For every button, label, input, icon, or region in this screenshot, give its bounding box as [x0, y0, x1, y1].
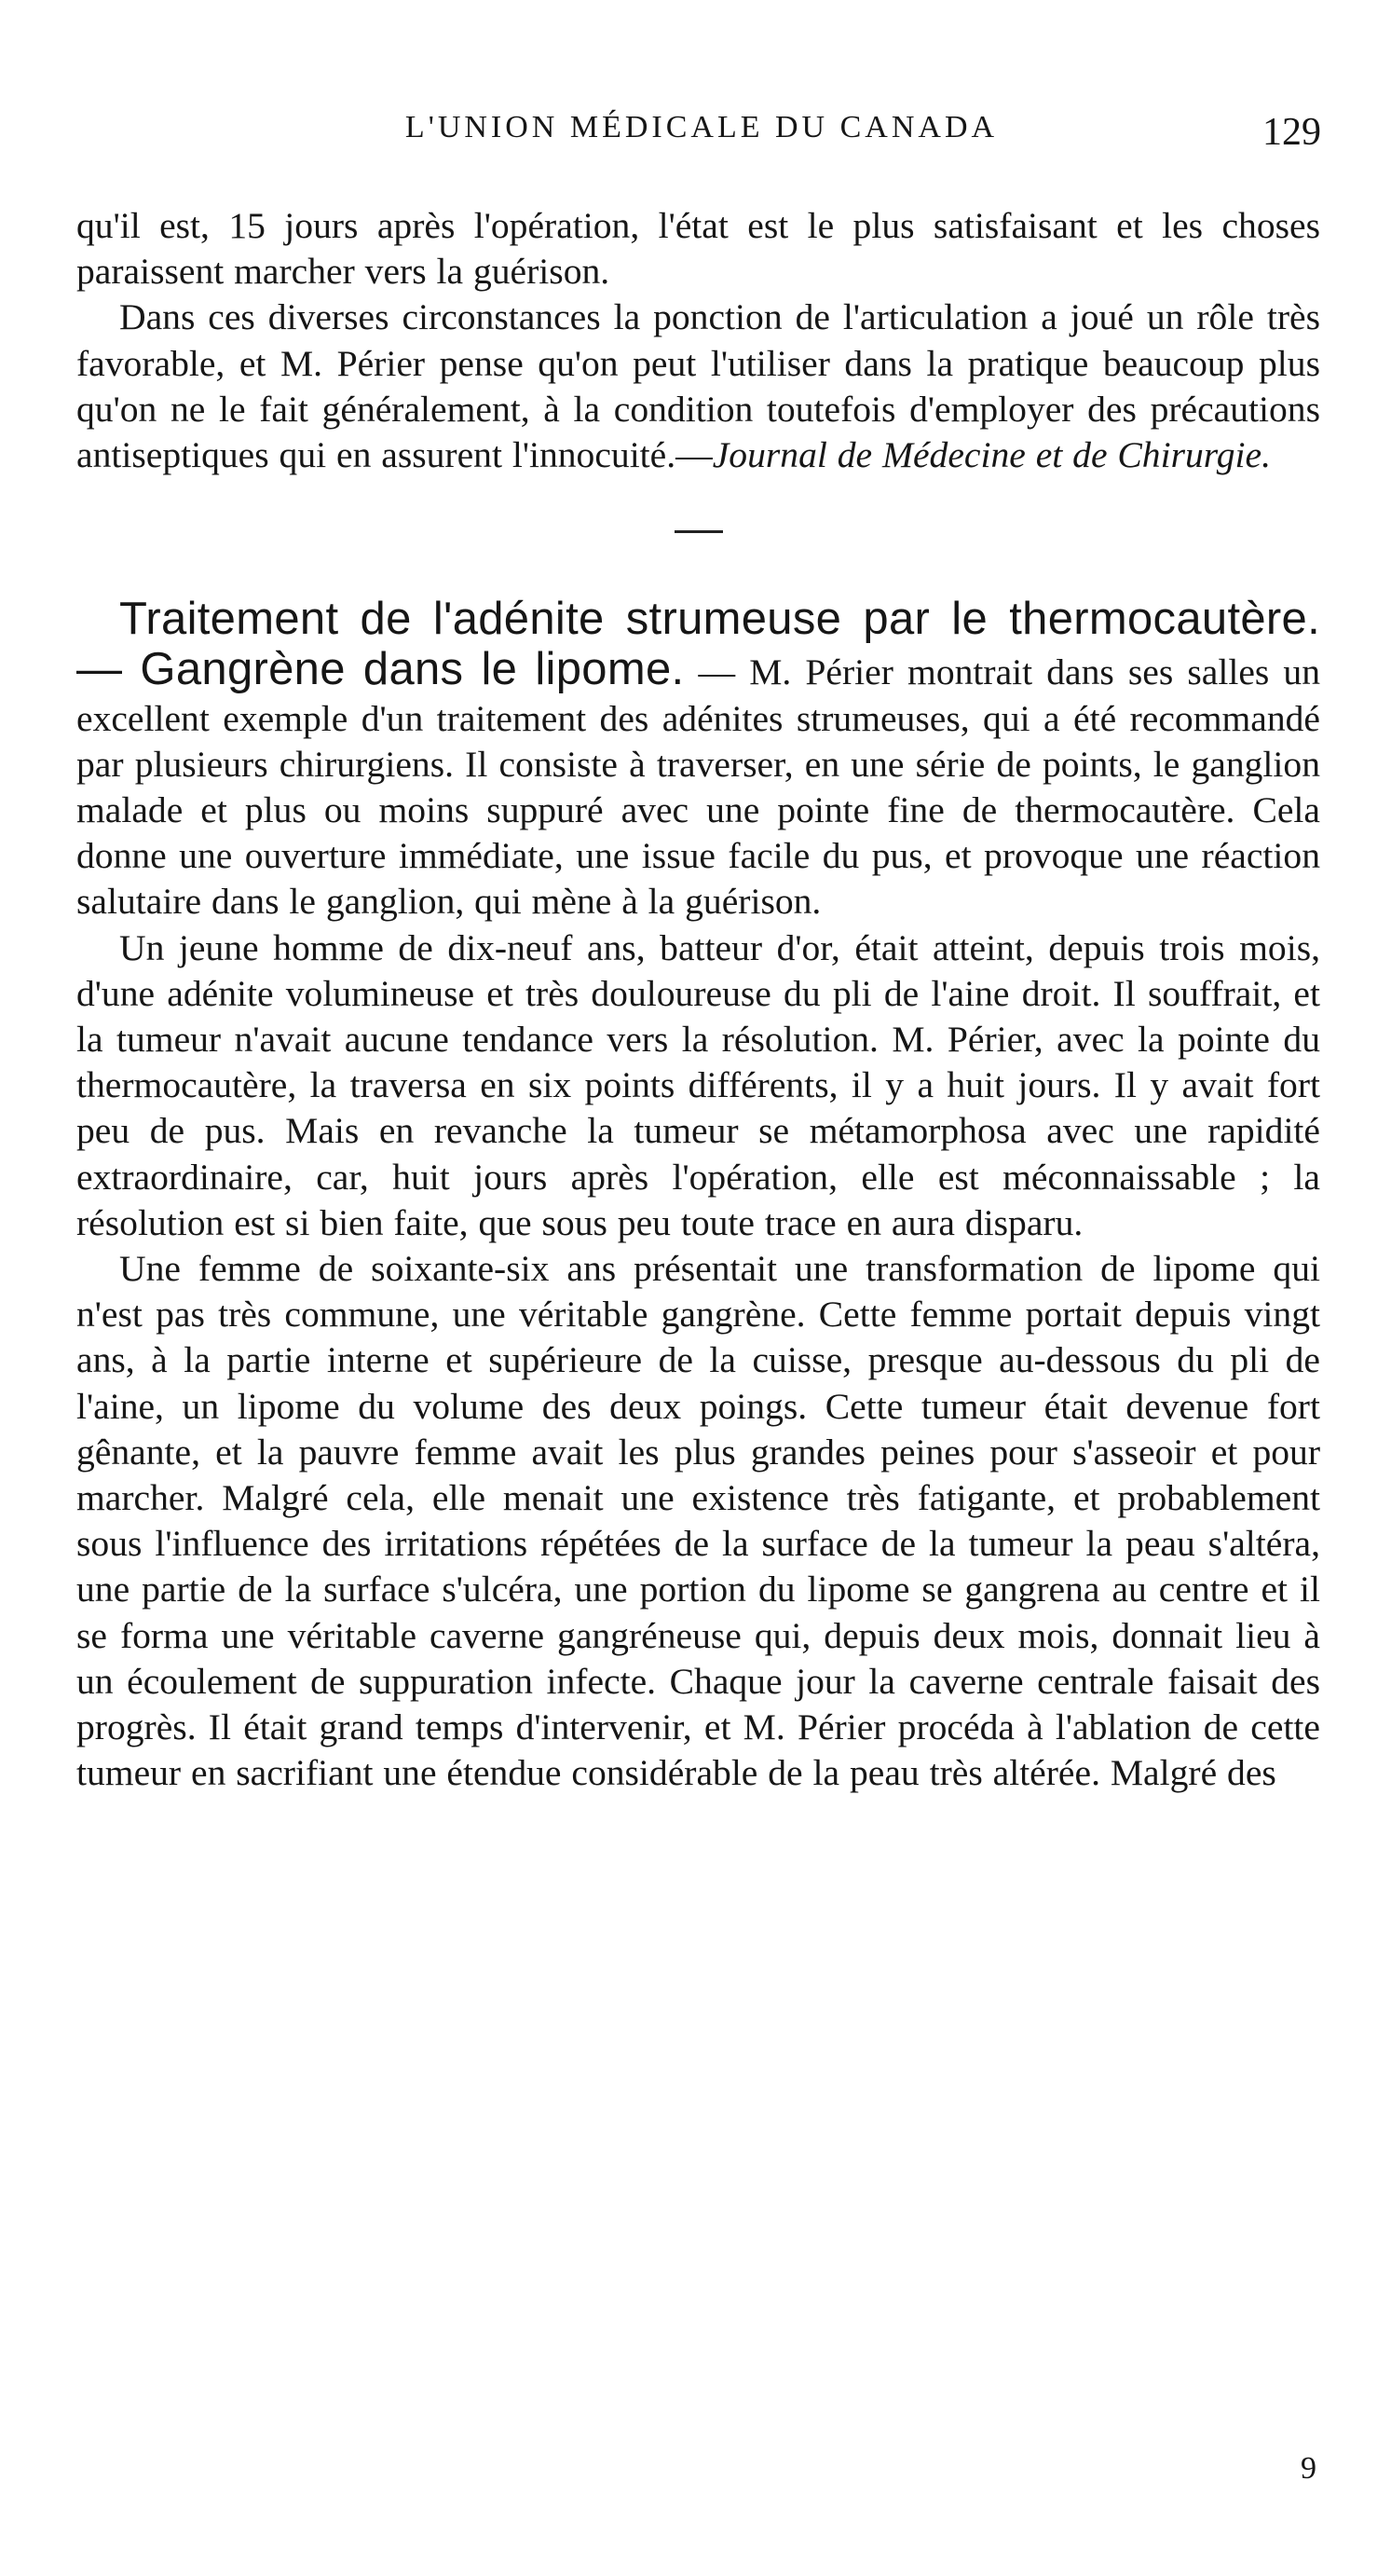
conclusion-paragraph	[76, 295, 1320, 478]
article-opening-paragraph	[76, 595, 1320, 925]
text-column	[76, 203, 1320, 1797]
journal-title: L'UNION MÉDICALE DU CANADA	[404, 110, 999, 144]
case-one-paragraph: Un jeune homme de dix-neuf ans, batteur d'or, était atteint, depuis trois mois, d'une adénite volumineuse et très douloureuse du pli de l'aine droit. Il souffrait, et la tumeur n'avait aucune tendance vers la résolution. M. Périer, avec la pointe du thermocautère, la traversa en six points différents, il y a huit jours. Il y avait fort peu de pus. Mais en revanche la tumeur se métamorphosa avec une rapidité extraordinaire, car, huit jours après l'opération, elle est méconnaissable ; la résolution est si bien faite, que sous peu toute trace en aura disparu.	[76, 926, 1320, 1243]
page-number: 129	[1262, 111, 1321, 154]
article-lead-text: — M. Périer montrait dans ses salles un excellent exemple d'un traitement des adénites strumeuses, qui a été recommandé par plusieurs chirurgiens. Il consiste à traverser, en une série de points, le ganglion malade et plus ou moins suppuré avec une pointe fine de thermocautère. Cela donne une ouverture immédiate, une issue facile du pus, et provoque une réaction salutaire dans le ganglion, qui mène à la guérison.	[76, 651, 1320, 923]
continued-paragraph: qu'il est, 15 jours après l'opération, l'état est le plus satisfaisant et les choses paraissent marcher vers la guérison.	[76, 205, 1320, 293]
running-head	[82, 110, 1321, 166]
signature-mark: 9	[1301, 2451, 1316, 2486]
article-title: Traitement de l'adénite strumeuse par le thermocautère. — Gangrène dans le lipome.	[76, 594, 1320, 695]
section-divider	[675, 530, 723, 533]
conclusion-text: Dans ces diverses circonstances la ponction de l'articulation a joué un rôle très favorable, et M. Périer pense qu'on peut l'utiliser dans la pratique beaucoup plus qu'on ne le fait généralement, à la condition toutefois d'employer des précautions antiseptiques qui en assurent l'innocuité.—	[76, 296, 1320, 476]
source-citation: Journal de Médecine et de Chirurgie.	[712, 434, 1271, 476]
case-two-paragraph: Une femme de soixante-six ans présentait une transformation de lipome qui n'est pas très commune, une véritable gangrène. Cette femme portait depuis vingt ans, à la partie interne et supérieure de la cuisse, presque au-dessous du pli de l'aine, un lipome du volume des deux poings. Cette tumeur était devenue fort gênante, et la pauvre femme avait les plus grandes peines pour s'asseoir et pour marcher. Malgré cela, elle menait une existence très fatigante, et probablement sous l'influence des irritations répétées de la surface de la tumeur la peau s'altéra, une partie de la surface s'ulcéra, une portion du lipome se gangrena au centre et il se forma une véritable caverne gangréneuse qui, depuis deux mois, donnait lieu à un écoulement de suppuration infecte. Chaque jour la caverne centrale faisait des progrès. Il était grand temps d'intervenir, et M. Périer procéda à l'ablation de cette tumeur en sacrifiant une étendue considérable de la peau très altérée. Malgré des	[76, 1248, 1320, 1794]
